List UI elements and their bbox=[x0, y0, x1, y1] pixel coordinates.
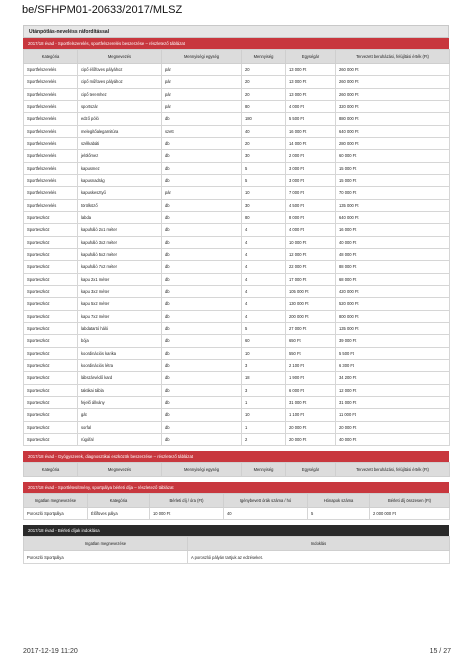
table-cell: 5 500 Ft bbox=[286, 113, 336, 125]
table-row bbox=[24, 88, 450, 100]
table-row bbox=[24, 433, 450, 445]
table-cell: Sportfelszerelés bbox=[24, 125, 78, 137]
table-row bbox=[24, 322, 450, 334]
table-cell: db bbox=[162, 298, 242, 310]
table-cell: db bbox=[162, 335, 242, 347]
table-cell: 10 bbox=[242, 347, 286, 359]
column-header: Ingatlan megnevezése bbox=[24, 537, 188, 551]
column-header: Kategória bbox=[88, 494, 150, 508]
table-cell: Poroszló Sportpálya bbox=[24, 508, 88, 520]
table-row bbox=[24, 310, 450, 322]
table-cell: 5 bbox=[242, 174, 286, 186]
table-cell: 15 000 Ft bbox=[336, 162, 450, 174]
table-cell: 12 000 Ft bbox=[336, 384, 450, 396]
table-cell: gát bbox=[78, 409, 162, 421]
table-cell: kapuháló 2x1 méter bbox=[78, 224, 162, 236]
table-cell: Sporteszköz bbox=[24, 298, 78, 310]
table-cell: bója bbox=[78, 335, 162, 347]
table-row bbox=[24, 100, 450, 112]
table-cell: labdatartó háló bbox=[78, 322, 162, 334]
table-row bbox=[24, 76, 450, 88]
table-cell: db bbox=[162, 174, 242, 186]
table-cell: 30 bbox=[242, 199, 286, 211]
document-body bbox=[23, 25, 449, 564]
table-cell: Sportfelszerelés bbox=[24, 137, 78, 149]
column-header: Mennyiség bbox=[242, 50, 286, 64]
table-cell: Sporteszköz bbox=[24, 211, 78, 223]
table-cell: Sportfelszerelés bbox=[24, 187, 78, 199]
table-cell: 180 bbox=[242, 113, 286, 125]
table-cell: 40 bbox=[224, 508, 308, 520]
table-cell: kapuháló 3x2 méter bbox=[78, 236, 162, 248]
table-cell: 420 000 Ft bbox=[336, 285, 450, 297]
table-cell: fejelő állvány bbox=[78, 396, 162, 408]
table-cell: 2 000 Ft bbox=[286, 150, 336, 162]
justification-table bbox=[23, 536, 450, 563]
table-cell: 3 000 Ft bbox=[286, 162, 336, 174]
table-row bbox=[24, 211, 450, 223]
table-cell: 7 000 Ft bbox=[286, 187, 336, 199]
table-cell: 20 000 Ft bbox=[336, 421, 450, 433]
column-header: Kategória bbox=[24, 463, 78, 477]
column-header: Tervezett beruházási, felújítási érték (Ft) bbox=[336, 50, 450, 64]
column-header: Tervezett beruházási, felújítási érték (Ft) bbox=[336, 463, 450, 477]
table-cell: 320 000 Ft bbox=[336, 100, 450, 112]
table-cell: 40 000 Ft bbox=[336, 236, 450, 248]
rental-table-header bbox=[24, 494, 450, 508]
section-title: Utánpótlás-neveléss ráfordítással bbox=[23, 25, 449, 38]
table-cell: kapuskesztyű bbox=[78, 187, 162, 199]
table-cell: db bbox=[162, 347, 242, 359]
table-cell: pár bbox=[162, 64, 242, 76]
table-row bbox=[24, 273, 450, 285]
column-header: Egységár bbox=[286, 463, 336, 477]
table-row bbox=[24, 137, 450, 149]
table-cell: Sporteszköz bbox=[24, 322, 78, 334]
table-cell: 4 bbox=[242, 261, 286, 273]
table-cell: db bbox=[162, 224, 242, 236]
table-cell: Sporteszköz bbox=[24, 285, 78, 297]
table-row bbox=[24, 187, 450, 199]
table-cell: 60 bbox=[242, 335, 286, 347]
medical-table bbox=[23, 462, 450, 477]
table-cell: db bbox=[162, 285, 242, 297]
table-cell: Sportfelszerelés bbox=[24, 174, 78, 186]
table-cell: kapu 5x2 méter bbox=[78, 298, 162, 310]
table-cell: 5 bbox=[242, 162, 286, 174]
table-cell: 105 000 Ft bbox=[286, 285, 336, 297]
table-row bbox=[24, 409, 450, 421]
table-cell: 4 000 Ft bbox=[286, 224, 336, 236]
table-cell: 1 bbox=[242, 421, 286, 433]
table-cell: 13 000 Ft bbox=[286, 64, 336, 76]
table-row bbox=[24, 64, 450, 76]
table-cell: db bbox=[162, 372, 242, 384]
table-cell: 20 bbox=[242, 64, 286, 76]
column-header: Bérleti díj összesen (Ft) bbox=[370, 494, 450, 508]
table-cell: 68 000 Ft bbox=[336, 273, 450, 285]
table-cell: 3 bbox=[242, 359, 286, 371]
table-cell: Sporteszköz bbox=[24, 409, 78, 421]
table-cell: Élőfüves pálya bbox=[88, 508, 150, 520]
table-cell: 800 000 Ft bbox=[336, 310, 450, 322]
table-cell: Sporteszköz bbox=[24, 310, 78, 322]
table-cell: kapusnadrág bbox=[78, 174, 162, 186]
medical-table-title: 2017/18 évad - Gyógyszerek, diagnosztikai eszközök beszerzése – részletező táblázat bbox=[23, 451, 449, 462]
table-row bbox=[24, 174, 450, 186]
column-header: Mennyiségi egység bbox=[162, 463, 242, 477]
table-cell: 640 000 Ft bbox=[336, 125, 450, 137]
table-row bbox=[24, 359, 450, 371]
table-row bbox=[24, 125, 450, 137]
table-cell: 39 000 Ft bbox=[336, 335, 450, 347]
table-cell: db bbox=[162, 273, 242, 285]
table-cell: Sportfelszerelés bbox=[24, 100, 78, 112]
table-cell: 1 100 Ft bbox=[286, 409, 336, 421]
table-cell: 12 000 Ft bbox=[286, 248, 336, 260]
table-cell: Sportfelszerelés bbox=[24, 76, 78, 88]
table-cell: 4 bbox=[242, 273, 286, 285]
table-cell: db bbox=[162, 384, 242, 396]
table-cell: 4 bbox=[242, 248, 286, 260]
rental-table bbox=[23, 493, 450, 520]
table-cell: 3 bbox=[242, 384, 286, 396]
table-cell: Sporteszköz bbox=[24, 224, 78, 236]
column-header: Mennyiségi egység bbox=[162, 50, 242, 64]
column-header: Megnevezés bbox=[78, 50, 162, 64]
table-cell: 40 bbox=[242, 125, 286, 137]
table-cell: 34 200 Ft bbox=[336, 372, 450, 384]
table-cell: koordinációs létra bbox=[78, 359, 162, 371]
table-cell: 10 000 Ft bbox=[150, 508, 224, 520]
column-header: Indoklás bbox=[188, 537, 450, 551]
table-cell: kapu 3x2 méter bbox=[78, 285, 162, 297]
table-cell: 1 bbox=[242, 396, 286, 408]
table-cell: 8 000 Ft bbox=[286, 211, 336, 223]
table-cell: 4 bbox=[242, 285, 286, 297]
column-header: Egységár bbox=[286, 50, 336, 64]
table-cell: sorfal bbox=[78, 421, 162, 433]
table-cell: 60 000 Ft bbox=[336, 150, 450, 162]
table-row bbox=[24, 508, 450, 520]
table-cell: 80 bbox=[242, 211, 286, 223]
table-cell: 130 000 Ft bbox=[286, 298, 336, 310]
table-row bbox=[24, 372, 450, 384]
table-cell: 3 000 Ft bbox=[286, 174, 336, 186]
document-title: be/SFHPM01-20633/2017/MLSZ bbox=[22, 4, 183, 16]
table-cell: Sporteszköz bbox=[24, 384, 78, 396]
table-cell: edző póló bbox=[78, 113, 162, 125]
table-cell: 5 bbox=[242, 322, 286, 334]
table-cell: 6 000 Ft bbox=[286, 384, 336, 396]
table-cell: 640 000 Ft bbox=[336, 211, 450, 223]
table-cell: 260 000 Ft bbox=[336, 76, 450, 88]
table-cell: cipő teremhez bbox=[78, 88, 162, 100]
table-row bbox=[24, 236, 450, 248]
table-cell: Sportfelszerelés bbox=[24, 64, 78, 76]
table-cell: 20 bbox=[242, 137, 286, 149]
table-cell: db bbox=[162, 409, 242, 421]
table-cell: 1 900 Ft bbox=[286, 372, 336, 384]
table-cell: 4 bbox=[242, 224, 286, 236]
table-cell: pár bbox=[162, 100, 242, 112]
column-header: Mennyiség bbox=[242, 463, 286, 477]
table-row bbox=[24, 298, 450, 310]
table-cell: Sportfelszerelés bbox=[24, 113, 78, 125]
table-cell: db bbox=[162, 261, 242, 273]
table-cell: db bbox=[162, 211, 242, 223]
table-cell: 88 000 Ft bbox=[336, 261, 450, 273]
table-cell: 20 000 Ft bbox=[286, 433, 336, 445]
table-cell: rúgófal bbox=[78, 433, 162, 445]
table-cell: Sporteszköz bbox=[24, 372, 78, 384]
table-cell: Sporteszköz bbox=[24, 359, 78, 371]
table-cell: Sporteszköz bbox=[24, 396, 78, 408]
table-cell: 4 bbox=[242, 236, 286, 248]
table-cell: 2 100 Ft bbox=[286, 359, 336, 371]
table-row bbox=[24, 335, 450, 347]
table-row bbox=[24, 162, 450, 174]
table-cell: kapu 2x1 méter bbox=[78, 273, 162, 285]
table-cell: kapusmez bbox=[78, 162, 162, 174]
table-row bbox=[24, 199, 450, 211]
table-row bbox=[24, 421, 450, 433]
table-cell: db bbox=[162, 236, 242, 248]
table-cell: 5 bbox=[308, 508, 370, 520]
column-header: Hónapok száma bbox=[308, 494, 370, 508]
table-cell: Sportfelszerelés bbox=[24, 162, 78, 174]
table-cell: labda bbox=[78, 211, 162, 223]
table-cell: A poroszlói pályán tartjuk az edzéseket. bbox=[188, 551, 450, 563]
table-cell: taktikai tábla bbox=[78, 384, 162, 396]
rental-table-title: 2017/18 évad - Sportlétesítmény, sportpálya bérleti díja – részletező táblázat bbox=[23, 482, 449, 493]
justification-table-body bbox=[24, 551, 450, 563]
table-cell: törölköző bbox=[78, 199, 162, 211]
column-header: Bérleti díj / óra (Ft) bbox=[150, 494, 224, 508]
table-cell: db bbox=[162, 248, 242, 260]
table-cell: db bbox=[162, 113, 242, 125]
table-cell: 15 000 Ft bbox=[336, 174, 450, 186]
table-cell: 10 000 Ft bbox=[286, 236, 336, 248]
table-cell: 13 000 Ft bbox=[286, 76, 336, 88]
table-cell: koordinációs karika bbox=[78, 347, 162, 359]
justification-table-title: 2017/18 évad - Bérleti díjak indoklása bbox=[23, 525, 449, 536]
column-header: Megnevezés bbox=[78, 463, 162, 477]
table-cell: Sporteszköz bbox=[24, 335, 78, 347]
table-cell: 10 bbox=[242, 409, 286, 421]
rental-table-body bbox=[24, 508, 450, 520]
equipment-table-header bbox=[24, 50, 450, 64]
table-row bbox=[24, 261, 450, 273]
table-cell: 4 bbox=[242, 298, 286, 310]
equipment-table-title: 2017/18 évad - Sportfelszerelés, sportfelszerelés beszerzése – részletező táblázat bbox=[23, 38, 449, 49]
equipment-table-body bbox=[24, 64, 450, 446]
table-cell: 20 000 Ft bbox=[286, 421, 336, 433]
table-cell: pár bbox=[162, 88, 242, 100]
table-cell: cipő műfüves pályához bbox=[78, 76, 162, 88]
table-cell: 2 bbox=[242, 433, 286, 445]
table-cell: db bbox=[162, 199, 242, 211]
table-cell: 520 000 Ft bbox=[336, 298, 450, 310]
footer-page-number: 15 / 27 bbox=[429, 648, 451, 655]
table-cell: 260 000 Ft bbox=[336, 88, 450, 100]
table-cell: 16 000 Ft bbox=[336, 224, 450, 236]
column-header: Ingatlan megnevezése bbox=[24, 494, 88, 508]
table-cell: 550 Ft bbox=[286, 347, 336, 359]
equipment-table bbox=[23, 49, 450, 446]
table-cell: 200 000 Ft bbox=[286, 310, 336, 322]
table-cell: 80 bbox=[242, 100, 286, 112]
table-cell: 20 bbox=[242, 76, 286, 88]
table-cell: db bbox=[162, 396, 242, 408]
table-cell: db bbox=[162, 150, 242, 162]
table-cell: pár bbox=[162, 76, 242, 88]
table-cell: Sporteszköz bbox=[24, 433, 78, 445]
table-row bbox=[24, 396, 450, 408]
table-cell: kapuháló 5x2 méter bbox=[78, 248, 162, 260]
table-cell: db bbox=[162, 322, 242, 334]
table-cell: 31 000 Ft bbox=[286, 396, 336, 408]
table-cell: Sportfelszerelés bbox=[24, 199, 78, 211]
table-cell: 22 000 Ft bbox=[286, 261, 336, 273]
table-row bbox=[24, 248, 450, 260]
table-cell: Sporteszköz bbox=[24, 421, 78, 433]
table-cell: 70 000 Ft bbox=[336, 187, 450, 199]
table-cell: Sporteszköz bbox=[24, 236, 78, 248]
table-cell: cipő élőfüves pályához bbox=[78, 64, 162, 76]
table-cell: kapu 7x2 méter bbox=[78, 310, 162, 322]
table-cell: db bbox=[162, 162, 242, 174]
table-cell: sportszár bbox=[78, 100, 162, 112]
table-row bbox=[24, 551, 450, 563]
table-row bbox=[24, 150, 450, 162]
table-cell: 260 000 Ft bbox=[336, 64, 450, 76]
table-cell: 650 Ft bbox=[286, 335, 336, 347]
table-cell: 135 000 Ft bbox=[336, 322, 450, 334]
table-cell: 27 000 Ft bbox=[286, 322, 336, 334]
table-cell: szélkabáti bbox=[78, 137, 162, 149]
table-cell: 13 000 Ft bbox=[286, 88, 336, 100]
table-cell: db bbox=[162, 310, 242, 322]
medical-table-header bbox=[24, 463, 450, 477]
table-row bbox=[24, 347, 450, 359]
table-row bbox=[24, 285, 450, 297]
table-cell: Sportfelszerelés bbox=[24, 88, 78, 100]
table-cell: Sporteszköz bbox=[24, 261, 78, 273]
table-cell: Sportfelszerelés bbox=[24, 150, 78, 162]
justification-table-header bbox=[24, 537, 450, 551]
table-cell: pár bbox=[162, 187, 242, 199]
table-cell: Sporteszköz bbox=[24, 248, 78, 260]
table-cell: 11 000 Ft bbox=[336, 409, 450, 421]
table-cell: 135 000 Ft bbox=[336, 199, 450, 211]
table-cell: 14 000 Ft bbox=[286, 137, 336, 149]
table-cell: szett bbox=[162, 125, 242, 137]
table-cell: kapuháló 7x2 méter bbox=[78, 261, 162, 273]
table-cell: lábszárvédő kard bbox=[78, 372, 162, 384]
table-cell: 10 bbox=[242, 187, 286, 199]
table-cell: 4 bbox=[242, 310, 286, 322]
table-cell: 4 500 Ft bbox=[286, 199, 336, 211]
table-cell: 48 000 Ft bbox=[336, 248, 450, 260]
table-cell: Sporteszköz bbox=[24, 347, 78, 359]
table-cell: db bbox=[162, 421, 242, 433]
table-cell: melegítőalegarnitúra bbox=[78, 125, 162, 137]
footer-timestamp: 2017-12-19 11:20 bbox=[23, 648, 78, 655]
table-cell: 18 bbox=[242, 372, 286, 384]
table-row bbox=[24, 384, 450, 396]
table-cell: db bbox=[162, 137, 242, 149]
table-cell: 40 000 Ft bbox=[336, 433, 450, 445]
table-cell: 880 000 Ft bbox=[336, 113, 450, 125]
table-cell: 5 500 Ft bbox=[336, 347, 450, 359]
column-header: Kategória bbox=[24, 50, 78, 64]
table-row bbox=[24, 224, 450, 236]
table-cell: 16 000 Ft bbox=[286, 125, 336, 137]
table-cell: Sporteszköz bbox=[24, 273, 78, 285]
table-cell: 2 000 000 Ft bbox=[370, 508, 450, 520]
table-cell: 30 bbox=[242, 150, 286, 162]
table-cell: 6 300 Ft bbox=[336, 359, 450, 371]
table-cell: 31 000 Ft bbox=[336, 396, 450, 408]
table-cell: db bbox=[162, 359, 242, 371]
table-cell: db bbox=[162, 433, 242, 445]
table-cell: 17 000 Ft bbox=[286, 273, 336, 285]
table-cell: Poroszló Sportpálya bbox=[24, 551, 188, 563]
table-cell: 280 000 Ft bbox=[336, 137, 450, 149]
column-header: Igénybevett órák száma / hó bbox=[224, 494, 308, 508]
table-cell: jelölőmez bbox=[78, 150, 162, 162]
table-cell: 4 000 Ft bbox=[286, 100, 336, 112]
table-cell: 20 bbox=[242, 88, 286, 100]
table-row bbox=[24, 113, 450, 125]
